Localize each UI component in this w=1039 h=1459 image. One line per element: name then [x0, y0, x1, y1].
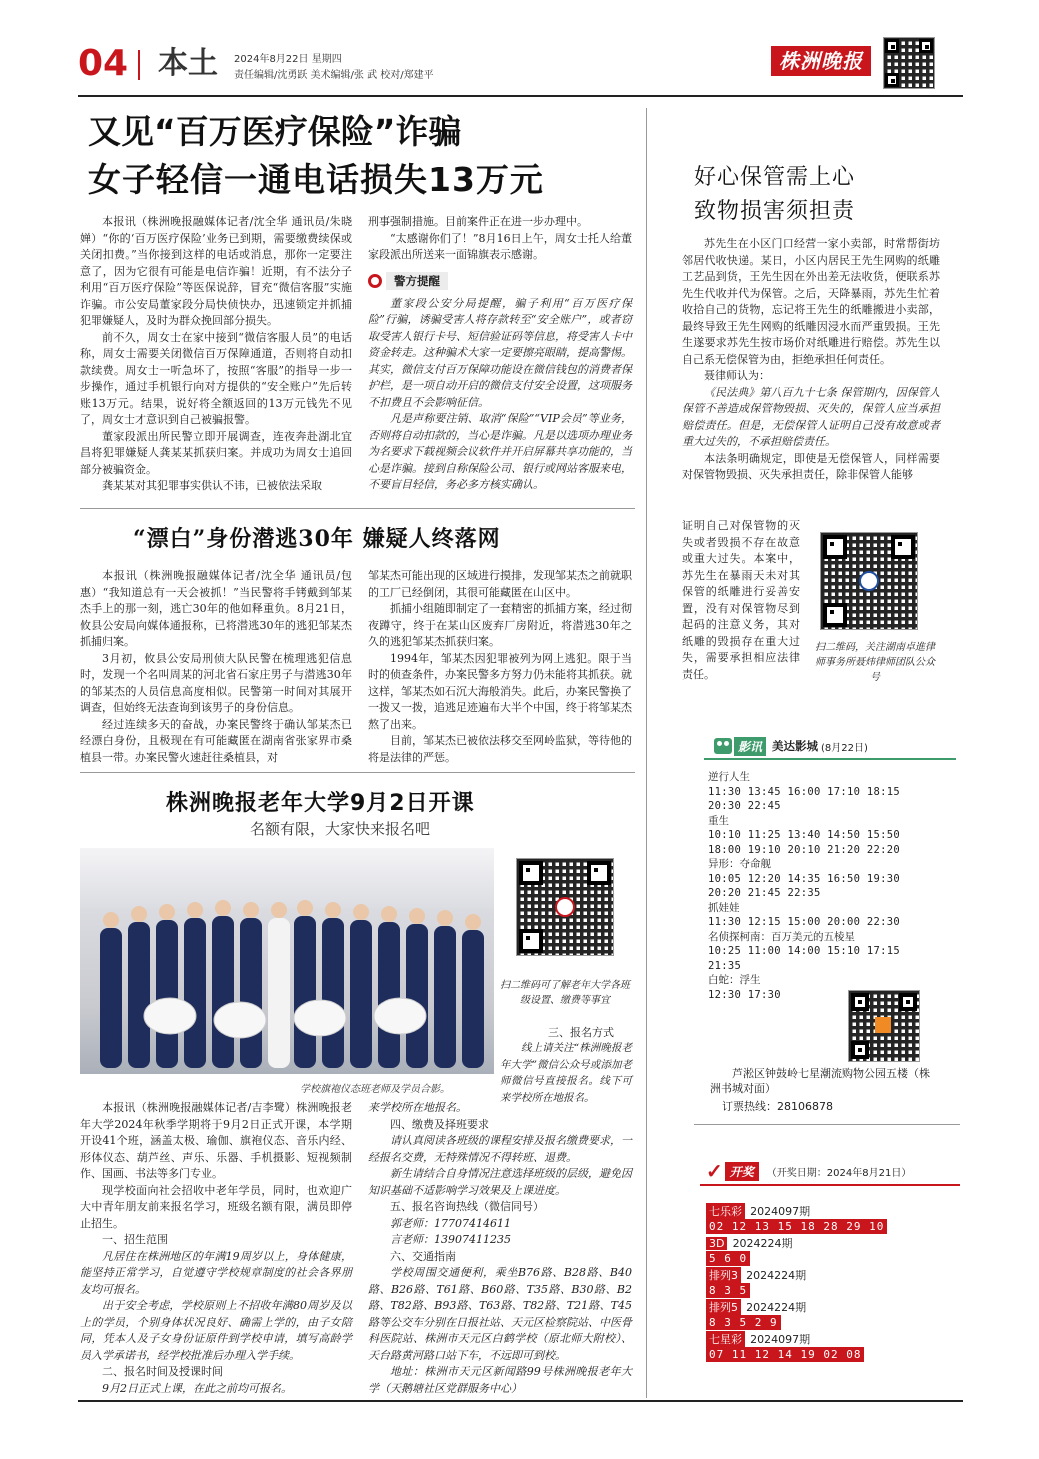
- article4-paragraph: 本法条明确规定，即使是无偿保管人，同样需要对保管物毁损、灭失承担责任，除非保管人能够: [682, 451, 940, 481]
- article2-paragraph: 经过连续多天的奋战，办案民警终于确认邹某杰已经漂白身份，且极现在有可能藏匿在湖南省张家界市桑植县一带。办案民警火速赶往桑植县，对: [80, 717, 352, 764]
- movie-title: 白蛇：浮生: [708, 974, 761, 986]
- article4-paragraph: 聂律师认为：: [704, 369, 770, 382]
- article-separator: [80, 508, 635, 509]
- lottery-period: 2024224期: [746, 1269, 807, 1282]
- photo-figures: [80, 848, 494, 1074]
- contact-line: 言老师：13907411235: [390, 1233, 511, 1246]
- sec4-title: 四、缴费及择班要求: [390, 1117, 489, 1131]
- article2-paragraph: 抓捕小组随即制定了一套精密的抓捕方案，经过彻夜蹲守，终于在某山区废弃厂房附近，将潜逃30年之久的逃犯邹某杰抓获归案。: [368, 602, 632, 648]
- movie-times: 11:30 12:15 15:00 20:00 22:30: [708, 916, 901, 928]
- warning-label: 警方提醒: [386, 272, 448, 290]
- cinema-header-rule: [704, 758, 956, 760]
- lottery-name: 排列5: [706, 1299, 741, 1315]
- sec6-title: 六、交通指南: [390, 1249, 456, 1263]
- lottery-date: （开奖日期：2024年8月21日）: [766, 1167, 912, 1179]
- column-separator: [646, 108, 647, 1398]
- date-line: 2024年8月22日 星期四: [234, 54, 342, 65]
- lottery-box: [700, 1160, 960, 1372]
- page-number: 04: [78, 43, 129, 84]
- article1-paragraph: 本报讯（株洲晚报融媒体记者/沈全华 通讯员/朱晓婵）“你的‘百万医疗保险’业务已到期，需要缴费续保或关闭扣费。”当你接到这样的电话或消息，那你一定要注意了，因为它很有可能是电信诈骗！近期，有不法分子利用“百万医疗保险”等医保说辞，冒充“微信客服”实施诈骗。市公安局董家段分局快侦快办，迅速锁定并抓捕犯罪嫌疑人，及时为群众挽回部分损失。: [80, 215, 352, 327]
- sec1-title: 一、招生范围: [102, 1233, 168, 1246]
- movie-title: 重生: [708, 814, 729, 827]
- lottery-name: 七乐彩: [706, 1203, 745, 1219]
- lottery-header-rule: [700, 1184, 960, 1186]
- article3-paragraph: 来学校所在地报名。: [368, 1101, 467, 1114]
- cinema-box: [694, 736, 960, 1125]
- article2-paragraph: 目前，邹某杰已被依法移交至网岭监狱，等待他的将是法律的严惩。: [368, 734, 632, 764]
- lottery-name: 排列3: [706, 1267, 741, 1283]
- lottery-numbers: 8 3 5: [706, 1283, 750, 1298]
- newspaper-logo: 株洲晚报: [771, 46, 871, 76]
- header-qr-code[interactable]: [883, 37, 935, 89]
- movie-times: 18:00 19:10 20:10 21:20 22:20: [708, 843, 901, 856]
- sec3-paragraph: 线上请关注“株洲晚报老年大学”微信公众号或添加老师微信号直接报名。线下可来学校所在地报名。: [500, 1042, 632, 1104]
- movie-times: 10:25 11:00 14:00 15:10 17:15: [708, 945, 901, 957]
- lottery-numbers: 5 6 0: [706, 1251, 750, 1266]
- cinema-hotline: 订票热线：28106878: [722, 1100, 833, 1113]
- article2-paragraph: 3月初，攸县公安局刑侦大队民警在梳理逃犯信息时，发现一个名叫周某的河北省石家庄男子与潜逃30年的邹某杰的人员信息高度相似。民警第一时间对其展开调查，但始终无法查询到该男子的身份信息。: [80, 651, 352, 714]
- school-qr-caption: 扫二维码可了解老年大学各班级设置、缴费等事宜: [500, 980, 630, 1006]
- alarm-icon: [368, 274, 382, 288]
- lottery-period: 2024224期: [746, 1301, 807, 1314]
- article4-title-line2: 致物损害须担责: [694, 199, 856, 224]
- cinema-title: 美达影城: [772, 739, 819, 753]
- article1-col2: [368, 214, 632, 494]
- header-rule: [78, 95, 963, 97]
- sec3-title: 三、报名方式: [548, 1026, 614, 1039]
- warning-paragraph: 董家段公安分局提醒，骗子利用“百万医疗保险”行骗，诱骗受害人将存款转至“安全账户”，或者窃取受害人银行卡号、短信验证码等信息，将受害人卡中资金转走。这种骗术大家一定要擦亮眼睛，提高警惕。其实，微信支付百万保障功能设在微信钱包的消费者保护栏，是一项自动开启的微信支付安全设置，这项服务不扣费且不会影响征信。: [368, 296, 632, 409]
- article2-col1: [80, 568, 352, 766]
- lawyer-qr-code[interactable]: [820, 532, 918, 630]
- movie-times: 21:35: [708, 959, 742, 972]
- cinema-date: (8月22日): [821, 742, 868, 754]
- article2-paragraph: 1994年，邹某杰因犯罪被列为网上逃犯。限于当时的侦查条件，办案民警多方努力仍未能将其抓获。就这样，邹某杰如石沉大海般消失。此后，办案民警换了一拨又一拨，追逃足迹遍布大半个中国，终于将邹某杰熬了出来。: [368, 651, 632, 731]
- movie-times: 12:30 17:30: [708, 988, 781, 1001]
- sec1-paragraph: 出于安全考虑，学校原则上不招收年满80周岁及以上的学员，个别身体状况良好、确需上学的，由子女陪同，凭本人及子女身份证原件到学校申请，填写高龄学员入学承诺书，经学校批准后办理入学手续。: [80, 1299, 352, 1362]
- address-paragraph: 地址：株洲市天元区新闻路99号株洲晚报老年大学（天鹅塘社区党群服务中心）: [368, 1365, 632, 1395]
- warning-paragraph: 凡是声称要注销、取消“保险”“VIP会员”等业务，否则将自动扣款的，当心是诈骗。凡是以选项办理业务为名要求下载视频会议软件并开启屏幕共享功能的，当心是诈骗。接到自称保险公司、银行或网站客服来电，不要盲目轻信，务必多方核实确认。: [368, 412, 632, 491]
- article-separator: [80, 772, 635, 773]
- article1-paragraph: “太感谢你们了！”8月16日上午，周女士托人给董家段派出所送来一面锦旗表示感谢。: [368, 231, 632, 261]
- article4-narrow: [682, 518, 800, 683]
- article1-paragraph: 前不久，周女士在家中接到“微信客服人员”的电话称，周女士需要关闭微信百万保障通道，否则将自动扣款续费。周女士一听急坏了，按照“客服”的指导一步一步操作，通过手机银行向对方提供的“安全账户”先后转账13万元。结果，说好将全额返回的13万元钱先不见了，周女士才意识到自己被骗报警。: [80, 330, 352, 426]
- article4-paragraph: 证明自己对保管物的灭失或者毁损不存在故意或重大过失。本案中，苏先生在暴雨天未对其保管的纸雕进行妥善安置，没有对保管物尽到起码的注意义务，其对纸雕的毁损存在重大过失，需要承担相应法律责任。: [682, 519, 800, 681]
- movie-title: 逆行人生: [708, 771, 750, 783]
- checkmark-icon: ✓: [706, 1159, 723, 1183]
- sec5-title: 五、报名咨询热线（微信同号）: [390, 1200, 544, 1213]
- article1-paragraph: 刑事强制措施。目前案件正在进一步办理中。: [368, 215, 588, 228]
- movie-title: 抓娃娃: [708, 901, 740, 914]
- sec1-paragraph: 凡居住在株洲地区的年满19周岁以上，身体健康，能坚持正常学习，自觉遵守学校规章制度的社会各界朋友均可报名。: [80, 1249, 352, 1296]
- sec3-text: [500, 1040, 632, 1106]
- article3-paragraph: 本报讯（株洲晚报融媒体记者/吉李鹭）株洲晚报老年大学2024年秋季学期将于9月2日正式开课，本学期开设41个班，涵盖太极、瑜伽、旗袍仪态、音乐内经、形体仪态、葫芦丝、声乐、乐器、手机摄影、短视频制作、国画、书法等多门专业。: [80, 1101, 352, 1180]
- article2-paragraph: 本报讯（株洲晚报融媒体记者/沈全华 通讯员/包惠）“我知道总有一天会被抓！”当民警将手铐戴到邹某杰手上的那一刻，逃亡30年的他如释重负。8月21日，攸县公安局向媒体通报称，已将潜逃30年的逃犯邹某杰抓捕归案。: [80, 569, 352, 648]
- editors-line: 责任编辑/沈勇跃 美术编辑/张 武 校对/郑建平: [234, 70, 434, 81]
- article2-paragraph: 邹某杰可能出现的区域进行摸排，发现邹某杰之前就职的工厂已经倒闭，其很可能藏匿在山区中。: [368, 569, 632, 599]
- article3-paragraph: 现学校面向社会招收中老年学员，同时，也欢迎广大中青年朋友前来报名学习，班级名额有限，满员即停止招生。: [80, 1183, 352, 1230]
- article1-paragraph: 龚某某对其犯罪事实供认不讳，已被依法采取: [102, 479, 322, 492]
- lottery-period: 2024097期: [750, 1333, 811, 1346]
- lottery-numbers: 02 12 13 15 18 28 29 10: [706, 1219, 887, 1234]
- film-reel-icon: [714, 738, 732, 754]
- school-qr-code[interactable]: [516, 858, 614, 956]
- law-quote: 《民法典》第八百九十七条 保管期内，因保管人保管不善造成保管物毁损、灭失的，保管人应当承担赔偿责任。但是，无偿保管人证明自己没有故意或者重大过失的，不承担赔偿责任。: [682, 385, 940, 448]
- group-photo: [80, 848, 494, 1074]
- lottery-numbers: 8 3 5 2 9: [706, 1315, 781, 1330]
- sec4-paragraph: 请认真阅读各班级的课程安排及报名缴费要求，一经报名交费，无特殊情况不得转班、退费。: [368, 1134, 632, 1164]
- movie-times: 10:05 12:20 14:35 16:50 19:30: [708, 872, 901, 885]
- contact-line: 郭老师：17707414611: [390, 1216, 511, 1230]
- article2-col2: [368, 568, 632, 766]
- article3-col2: [368, 1100, 632, 1397]
- sec4-paragraph: 新生请结合自身情况注意选择班级的层级，避免因知识基础不适影响学习效果及上课进度。: [368, 1167, 632, 1197]
- movie-times: 20:20 21:45 22:35: [708, 887, 821, 899]
- movie-title: 名侦探柯南：百万美元的五棱星: [708, 930, 855, 943]
- lottery-row: [706, 1232, 956, 1250]
- movie-list: [708, 770, 948, 1002]
- cinema-header: [714, 736, 868, 756]
- article2-title: “漂白”身份潜逃30年 嫌疑人终落网: [133, 526, 501, 552]
- lottery-header: [706, 1160, 911, 1182]
- cinema-badge: 影讯: [734, 737, 766, 756]
- article1-title-line1: 又见“百万医疗保险”诈骗: [88, 112, 462, 151]
- article4-title-line1: 好心保管需上心: [694, 165, 856, 190]
- header-divider: [138, 50, 140, 80]
- article3-title: 株洲晚报老年大学9月2日开课: [166, 791, 475, 816]
- movie-times: 20:30 22:45: [708, 800, 781, 812]
- page-header: [78, 42, 963, 90]
- article1-paragraph: 董家段派出所民警立即开展调查，连夜奔赴湖北宜昌将犯罪嫌疑人龚某某抓获归案。并成功为周女士追回部分被骗资金。: [80, 429, 352, 476]
- lottery-period: 2024097期: [750, 1205, 811, 1218]
- footer-rule: [78, 1400, 963, 1402]
- lottery-row: [706, 1264, 956, 1282]
- article1-col1: [80, 214, 352, 495]
- article3-subtitle: 名额有限，大家快来报名吧: [250, 820, 431, 838]
- lottery-row: [706, 1296, 956, 1314]
- lottery-period: 2024224期: [732, 1237, 793, 1250]
- lottery-numbers: 07 11 12 14 19 02 08: [706, 1347, 864, 1362]
- movie-times: 10:10 11:25 13:40 14:50 15:50: [708, 829, 901, 841]
- movie-times: 11:30 13:45 16:00 17:10 18:15: [708, 785, 901, 798]
- sec2-paragraph: 9月2日正式上课，在此之前均可报名。: [102, 1381, 292, 1395]
- article4-paragraph: 苏先生在小区门口经营一家小卖部，时常帮街坊邻居代收快递。某日，小区内居民王先生网购的纸雕工艺品到货，王先生因在外出差无法收货，便联系苏先生代收并代为保管。之后，天降暴雨，苏先生忙着收拾自己的货物，忘记将王先生的纸雕搬进小卖部，最终导致王先生网购的纸雕因浸水而严重毁损。王先生遂要求苏先生按市场价对纸雕进行赔偿。苏先生以自己系无偿保管为由，拒绝承担任何责任。: [682, 237, 940, 366]
- article3-col1: [80, 1100, 352, 1397]
- sec6-paragraph: 学校周围交通便利，乘坐B76路、B28路、B40路、B26路、T61路、B60路、T35路、B30路、B2路、T82路、B93路、T63路、T82路、T21路、T45路等公交车分别在日报社站、天元区检察院站、中医骨科医院站、株洲市天元区白鹤学校（原北师大附校）、天台路黄河路口站下车，不远即可到校。: [368, 1266, 632, 1362]
- article4-body: [682, 236, 940, 484]
- lottery-name: 3D: [706, 1237, 727, 1250]
- cinema-address: 芦淞区钟鼓岭七星潮流购物公园五楼（株洲书城对面）: [710, 1067, 930, 1095]
- police-warning-heading: [368, 272, 632, 290]
- sec2-title: 二、报名时间及授课时间: [102, 1365, 223, 1378]
- cinema-qr-code[interactable]: [848, 990, 920, 1062]
- movie-title: 异形：夺命舰: [708, 858, 771, 870]
- photo-caption: 学校旗袍仪态班老师及学员合影。: [300, 1084, 450, 1095]
- lottery-row: [706, 1200, 956, 1218]
- lottery-name: 七星彩: [706, 1331, 745, 1347]
- article1-title-line2: 女子轻信一通电话损失13万元: [88, 160, 544, 199]
- lottery-badge: 开奖: [725, 1162, 759, 1181]
- lottery-results: [706, 1200, 956, 1360]
- lawyer-qr-caption: 扫二维码，关注湖南卓進律师事务所聂炜律师团队公众号: [815, 642, 935, 683]
- section-name: 本土: [158, 46, 218, 81]
- lottery-row: [706, 1328, 956, 1346]
